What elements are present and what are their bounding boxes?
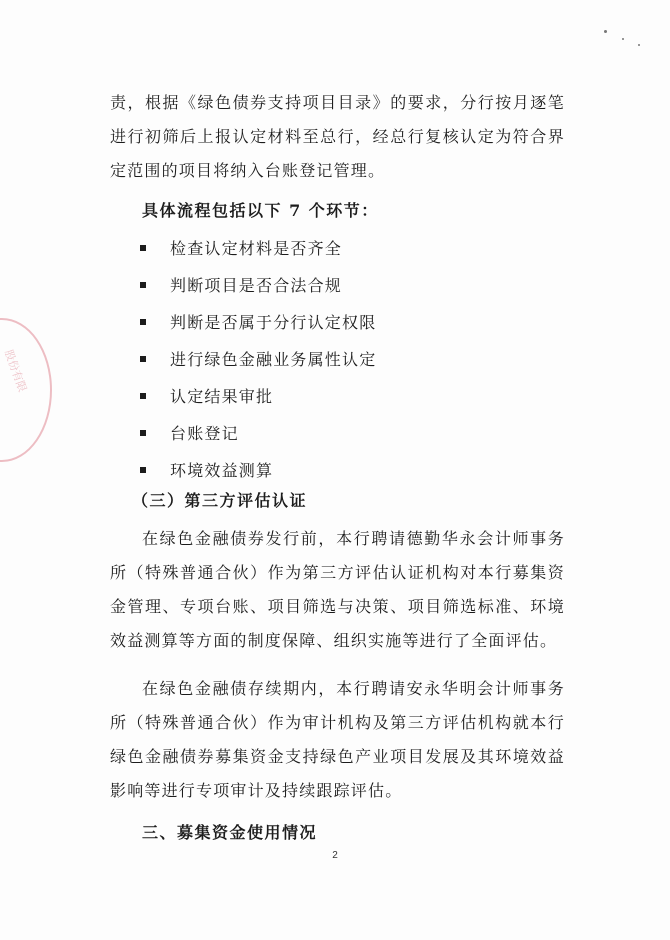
list-item-text: 检查认定材料是否齐全 [170,239,343,258]
square-bullet-icon [140,393,146,399]
process-step-list [140,230,376,489]
square-bullet-icon [140,282,146,288]
scan-speck [622,38,624,40]
paragraph-continuation: 责，根据《绿色债券支持项目目录》的要求，分行按月逐笔进行初筛后上报认定材料至总行，经总行复核认定为符合界定范围的项目将纳入台账登记管理。 [110,93,565,180]
intro-paragraph-block [110,86,565,188]
third-party-paragraph-block [110,522,565,658]
list-item-text: 判断是否属于分行认定权限 [170,313,377,332]
section-heading-fund-usage: 三、募集资金使用情况 [142,823,318,842]
square-bullet-icon [140,467,146,473]
page-number: 2 [332,850,338,861]
list-item-text: 认定结果审批 [170,387,274,406]
square-bullet-icon [140,245,146,251]
list-item [140,452,376,489]
list-item [140,378,376,415]
list-item-text: 台账登记 [170,424,239,443]
list-item [140,415,376,452]
list-item [140,304,376,341]
paragraph: 在绿色金融债券发行前，本行聘请德勤华永会计师事务所（特殊普通合伙）作为第三方评估认证机构对本行募集资金管理、专项台账、项目筛选与决策、项目筛选标准、环境效益测算等方面的制度保障、组织实施等进行了全面评估。 [110,529,565,650]
list-item [140,267,376,304]
process-intro-heading: 具体流程包括以下 7 个环节： [142,201,379,220]
square-bullet-icon [140,356,146,362]
list-item-text: 环境效益测算 [170,461,274,480]
scan-speck [604,30,607,33]
list-item [140,230,376,267]
scan-speck [638,44,640,46]
section-heading-third-party: （三）第三方评估认证 [132,491,308,510]
seal-text: 股份有限 [1,348,30,394]
square-bullet-icon [140,319,146,325]
list-item-text: 判断项目是否合法合规 [170,276,343,295]
red-seal-stamp [0,318,62,468]
list-item-text: 进行绿色金融业务属性认定 [170,350,377,369]
audit-paragraph-block [110,672,565,808]
square-bullet-icon [140,430,146,436]
paragraph: 在绿色金融债存续期内，本行聘请安永华明会计师事务所（特殊普通合伙）作为审计机构及第三方评估机构就本行绿色金融债券募集资金支持绿色产业项目发展及其环境效益影响等进行专项审计及持续跟踪评估。 [110,679,565,800]
list-item [140,341,376,378]
